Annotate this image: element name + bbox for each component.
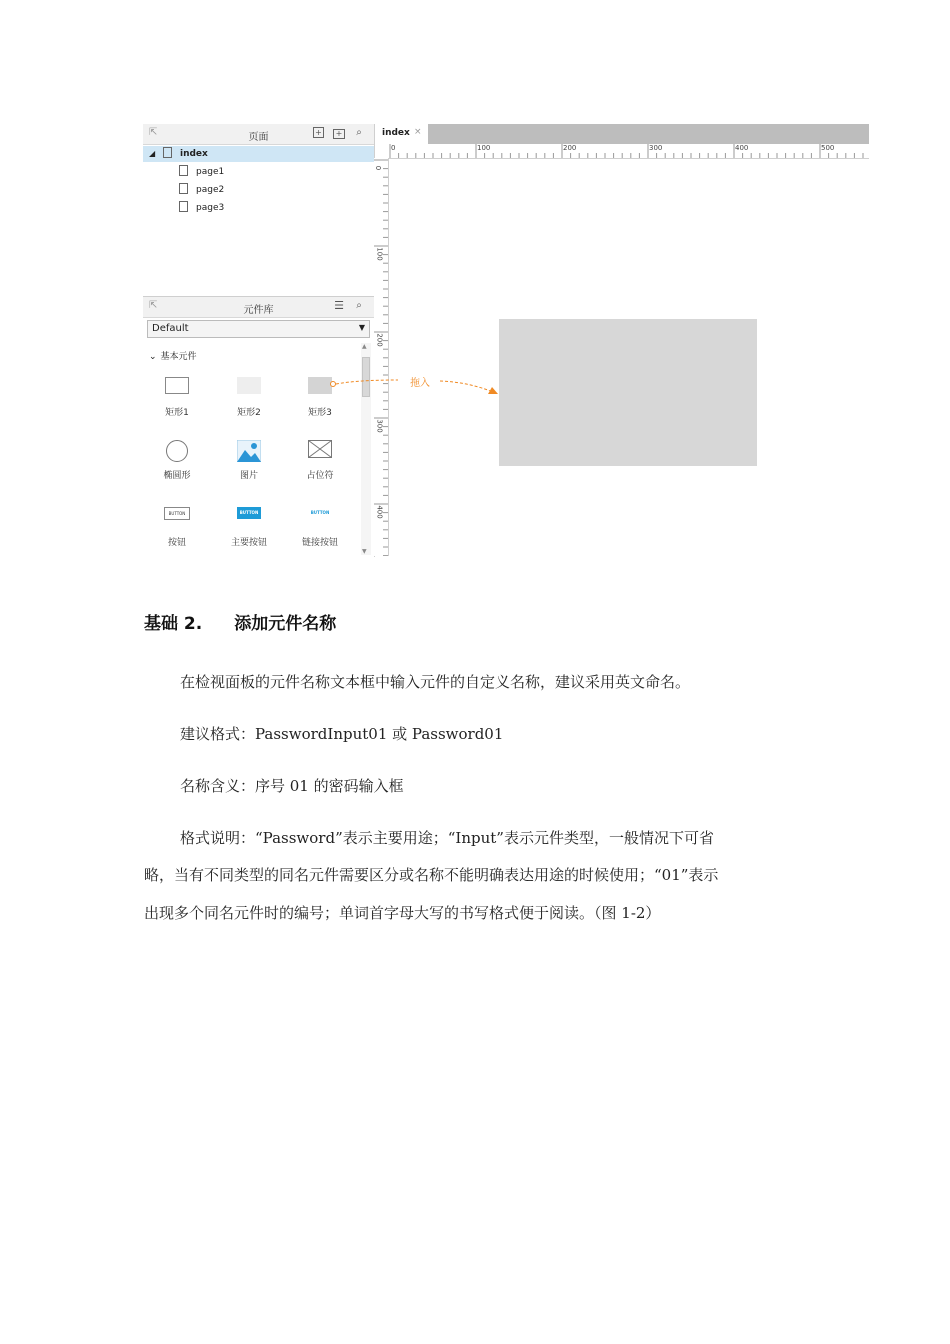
- close-icon[interactable]: ×: [414, 127, 422, 137]
- canvas-rectangle-shape[interactable]: [499, 319, 757, 466]
- rectangle-white-icon: [165, 377, 189, 394]
- library-item-label: 主要按钮: [230, 538, 267, 548]
- paragraph-1: 在检视面板的元件名称文本框中输入元件的自定义名称，建议采用英文命名。: [180, 673, 691, 691]
- library-item-label: 图片: [239, 471, 258, 481]
- library-item-label: 链接按钮: [301, 538, 338, 548]
- link-button-icon: BUTTON: [310, 510, 330, 515]
- chevron-down-icon: ⌄: [149, 352, 157, 362]
- ruler-label: 100: [477, 144, 491, 152]
- pages-panel: [143, 124, 375, 294]
- ruler-label: 0: [391, 144, 396, 152]
- library-item-link-button[interactable]: [290, 507, 350, 551]
- primary-button-icon: BUTTON: [237, 507, 261, 519]
- vertical-ruler: [374, 158, 389, 556]
- paragraph-3: 名称含义：序号 01 的密码输入框: [180, 777, 404, 795]
- library-panel-title: 元件库: [243, 305, 274, 316]
- placeholder-icon: [308, 440, 332, 458]
- ruler-label: 500: [821, 144, 835, 152]
- rectangle-light-icon: [237, 377, 261, 394]
- collapse-icon[interactable]: ⇱: [149, 127, 158, 138]
- library-item-label: 按钮: [167, 538, 186, 548]
- library-panel: [143, 296, 375, 557]
- add-folder-icon[interactable]: +: [333, 129, 345, 139]
- page-file-icon: [179, 201, 188, 212]
- page-file-icon: [179, 183, 188, 194]
- library-dropdown[interactable]: [147, 320, 370, 338]
- tree-item-page2[interactable]: [179, 182, 224, 198]
- pages-panel-header: [143, 124, 374, 145]
- library-group-header[interactable]: [149, 349, 197, 362]
- library-item-button[interactable]: [147, 507, 207, 551]
- library-dropdown-value: Default: [152, 323, 189, 334]
- image-icon: [237, 440, 261, 462]
- scroll-down-icon[interactable]: ▼: [362, 548, 367, 555]
- tree-item-page3[interactable]: [179, 200, 224, 216]
- ellipse-icon: [166, 440, 188, 462]
- library-item-label: 矩形3: [308, 408, 332, 418]
- ruler-ticks: [376, 144, 869, 158]
- screenshot-figure: [143, 124, 869, 556]
- library-item-label: 占位符: [306, 471, 334, 481]
- library-panel-header: [143, 297, 374, 318]
- tree-item-index[interactable]: [143, 146, 374, 162]
- section-title: 添加元件名称: [234, 614, 337, 634]
- chevron-down-icon: ▼: [358, 323, 365, 332]
- ruler-label: 0: [374, 165, 383, 171]
- ruler-label: 400: [735, 144, 749, 152]
- section-heading: [144, 609, 336, 634]
- tree-item-label: page2: [196, 185, 225, 195]
- drag-label: 拖入: [410, 378, 430, 389]
- library-item-label: 矩形2: [237, 408, 261, 418]
- search-icon[interactable]: ⌕: [356, 300, 362, 311]
- library-item-primary-button[interactable]: [219, 507, 279, 551]
- canvas-tabbar: [376, 124, 869, 144]
- tree-item-label: index: [180, 149, 208, 159]
- pages-panel-title: 页面: [248, 132, 269, 143]
- collapse-icon[interactable]: ⇱: [149, 300, 158, 311]
- library-item-ellipse[interactable]: [147, 440, 207, 484]
- expand-arrow-icon[interactable]: ◢: [149, 149, 156, 158]
- library-item-placeholder[interactable]: [290, 440, 350, 484]
- section-number: 基础 2.: [144, 614, 203, 634]
- library-item-rect2[interactable]: [219, 377, 279, 421]
- ruler-label: 400: [375, 505, 384, 519]
- tree-item-label: page1: [196, 167, 225, 177]
- tab-index[interactable]: [376, 124, 428, 144]
- ruler-ticks: [374, 158, 388, 556]
- paragraph-4-line-3: 出现多个同名元件时的编号；单词首字母大写的书写格式便于阅读。（图 1-2）: [144, 904, 661, 922]
- ruler-label: 300: [375, 419, 384, 433]
- paragraph-4-line-2: 略，当有不同类型的同名元件需要区分或名称不能明确表达用途的时候使用；“01”表示: [144, 866, 719, 884]
- tab-label: index: [382, 128, 410, 138]
- menu-icon[interactable]: ☰: [334, 299, 344, 312]
- library-item-label: 矩形1: [165, 408, 189, 418]
- page-file-icon: [179, 165, 188, 176]
- ruler-label: 200: [375, 333, 384, 347]
- ruler-label: 100: [375, 247, 384, 261]
- button-icon: BUTTON: [164, 507, 190, 520]
- page-file-icon: [163, 147, 172, 158]
- library-group-label: 基本元件: [160, 352, 197, 362]
- tree-item-page1[interactable]: [179, 164, 224, 180]
- paragraph-4-line-1: 格式说明：“Password”表示主要用途；“Input”表示元件类型，一般情况下可省: [180, 829, 714, 847]
- horizontal-ruler: [376, 144, 869, 159]
- paragraph-2: 建议格式：PasswordInput01 或 Password01: [180, 725, 504, 743]
- ruler-label: 200: [563, 144, 577, 152]
- tree-item-label: page3: [196, 203, 225, 213]
- scroll-up-icon[interactable]: ▲: [362, 343, 367, 350]
- library-item-rect1[interactable]: [147, 377, 207, 421]
- search-icon[interactable]: ⌕: [356, 127, 362, 138]
- library-item-label: 椭圆形: [163, 471, 191, 481]
- ruler-label: 300: [649, 144, 663, 152]
- library-item-image[interactable]: [219, 440, 279, 484]
- add-page-icon[interactable]: +: [313, 127, 324, 138]
